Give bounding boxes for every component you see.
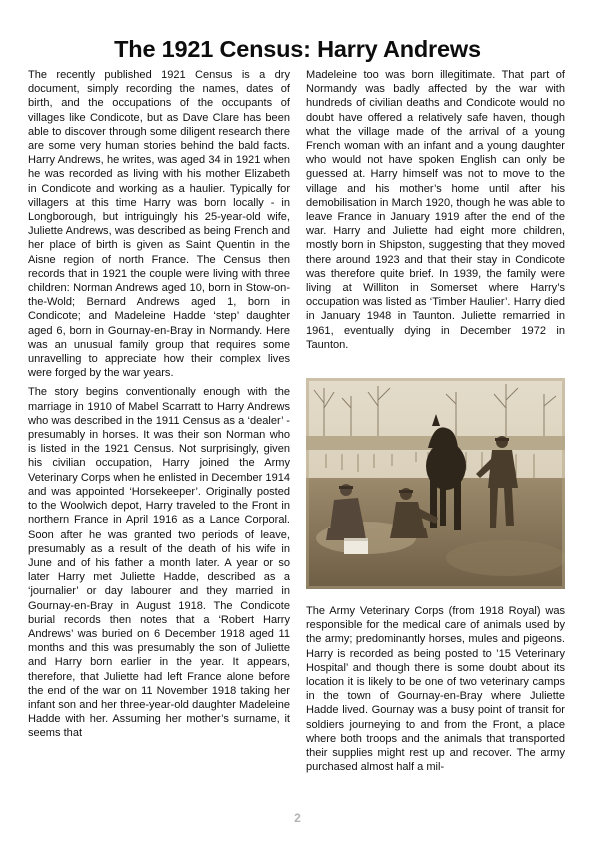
historical-photograph	[306, 378, 565, 589]
left-column	[28, 68, 290, 746]
right-column-top	[306, 68, 565, 357]
veterinary-corps-paragraph: The Army Veterinary Corps (from 1918 Royal) was responsible for the medical care of animals used by the army; predominantly horses, mules and pigeons. Harry is recorded as being posted to ’15 Veterinary Hospital’ and though there is some doubt about its location it is likely to be one of two veterinary camps in the town of Gournay-en-Bray where Juliette Hadde lived. Gournay was a busy point of transit for soldiers journeying to and from the Front, a place where both troops and the animals that transported their supplies might rest up and recover. The army purchased almost half a mil-	[306, 605, 565, 774]
continuation-paragraph: Madeleine too was born illegitimate. That part of Normandy was badly affected by the war with hundreds of civilian deaths and Condicote would no doubt have offered a relatively safe haven, though what the village made of the arrival of a young French woman with an infant and a young daughter who would not have spoken English can only be guessed at. Harry himself was not to move to the village and his mother’s home until after his demobilisation in March 1920, though he was able to leave France in January 1919 after the end of the war. Harry and Juliette had eight more children, mostly born in Shipston, suggesting that they moved there around 1923 and that their stay in Condicote was therefore quite brief. In 1939, the family were living at Williton in Somerset where Harry’s occupation was listed as ‘Timber Haulier’. Harry died in January 1948 in Taunton. Juliette remarried in 1961, eventually dying in December 1972 in Taunton.	[306, 69, 565, 351]
page-title: The 1921 Census: Harry Andrews	[114, 36, 481, 62]
story-paragraph: The story begins conventionally enough with the marriage in 1910 of Mabel Scarratt to Harry Andrews who was described in the 1911 Census as a ‘dealer’ - presumably in horses. It was their son Norman who is listed in the 1921 Census. Not surprisingly, given his civilian occupation, Harry joined the Army Veterinary Corps when he enlisted in December 1914 and was appointed ‘Horsekeeper’. Originally posted to the Woolwich depot, Harry traveled to the Front in northern France in April 1916 as a Lance Corporal. Soon after he was granted two periods of leave, presumably as a result of the death of his wife in June and of his father a month later. A year or so later Harry met Juliette Hadde, described as a ‘journalier’ or day labourer and they married in Gournay-en-Bray in August 1918. The Condicote burial records then notes that a ‘Robert Harry Andrews’ was buried on 6 December 1918 aged 11 months and this was presumably the son of Juliette and Harry born earlier in the year. It appears, therefore, that Juliette had left France alone before the end of the war on 11 November 1918 taking her infant son and her three-year-old daughter Madeleine Hadde with her. Assuming her mother’s surname, it seems that	[28, 386, 290, 740]
page-number: 2	[294, 811, 301, 825]
intro-paragraph: The recently published 1921 Census is a dry document, simply recording the names, dates of birth, and the occupations of the occupants of villages like Condicote, but as Dave Clare has been able to discover through some diligent research there are some very human stories behind the bald facts. Harry Andrews, he writes, was aged 34 in 1921 when he was recorded as living with his mother Elizabeth in Condicote and working as a haulier. Typically for villagers at this time Harry was born locally - in Longborough, but intriguingly his 25-year-old wife, Juliette Andrews, was described as being French and her place of birth is given as Saint Quentin in the Aisne region of north France. The Census then records that in 1921 the couple were living with three children: Norman Andrews aged 10, born in Stow-on-the-Wold; Bernard Andrews aged 1, born in Condicote; and Madeleine Hadde ‘step’ daughter aged 6, born in Gournay-en-Bray in Normandy. Here was an unusual family group that requires some unravelling to appreciate how their complex lives were forged by the war years.	[28, 69, 290, 380]
right-column-bottom	[306, 604, 565, 779]
sepia-photograph-icon	[306, 378, 565, 589]
